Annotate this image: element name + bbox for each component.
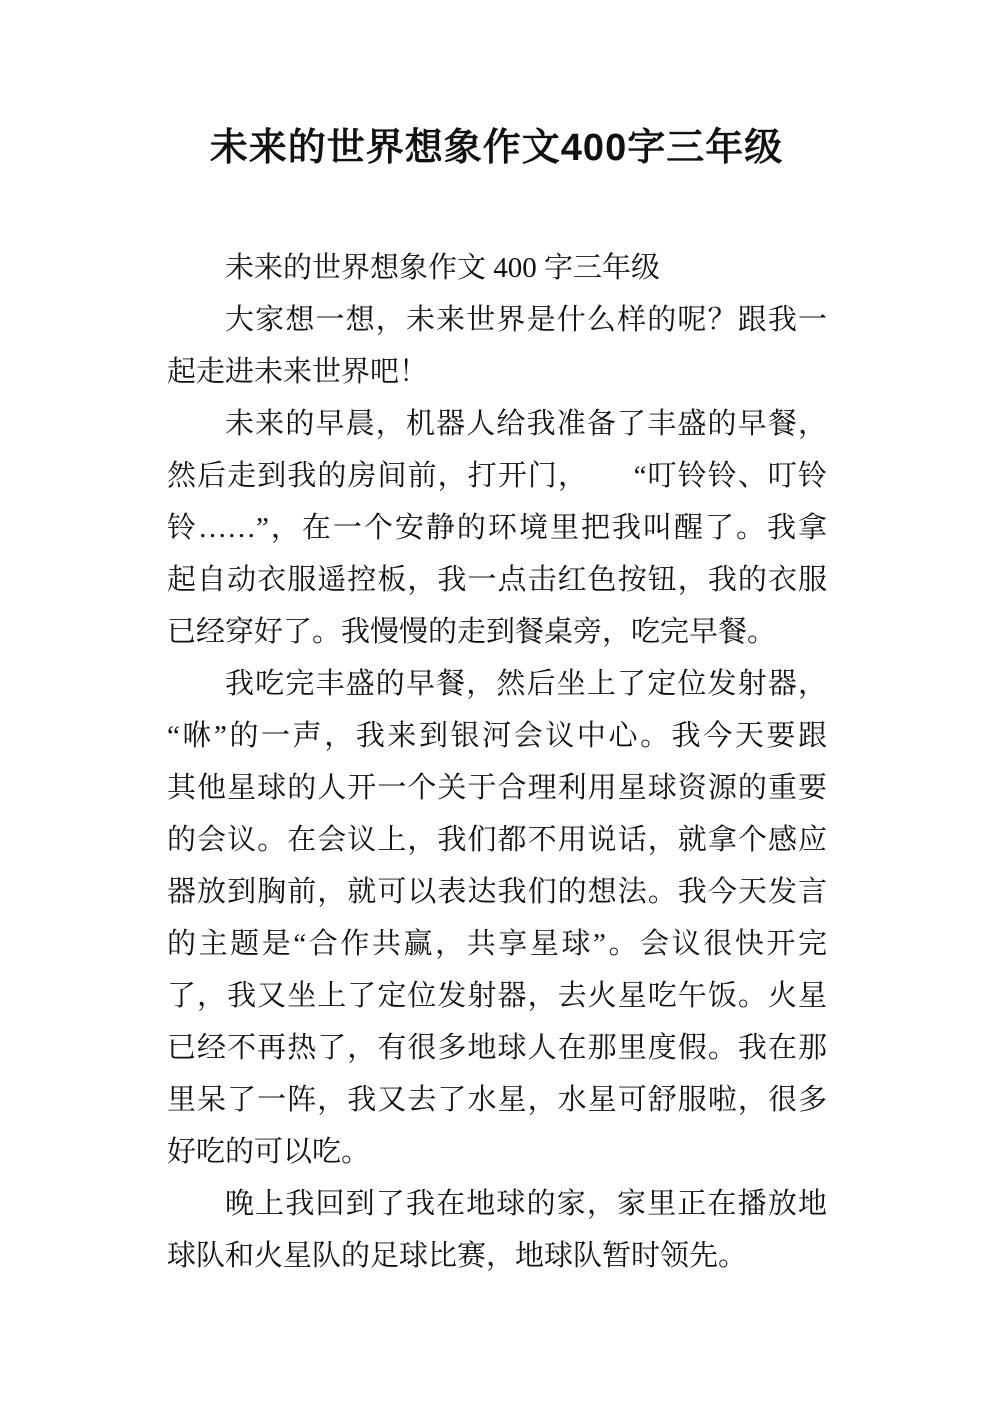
text-line: 我吃完丰盛的早餐，然后坐上了定位发射器，: [225, 668, 827, 700]
text-line: 已经穿好了。我慢慢的走到餐桌旁，吃完早餐。: [167, 616, 777, 648]
text-line: 铃……”，在一个安静的环境里把我叫醒了。我拿: [167, 512, 827, 544]
text-line: 起走进未来世界吧！: [167, 356, 429, 388]
text-line: 器放到胸前，就可以表达我们的想法。我今天发言: [167, 876, 827, 908]
document-body: [167, 242, 827, 1282]
text-line: 未来的早晨，机器人给我准备了丰盛的早餐，: [225, 408, 827, 440]
text-line: 球队和火星队的足球比赛，地球队暂时领先。: [167, 1240, 748, 1272]
paragraph: [167, 658, 827, 1178]
paragraph: [167, 398, 827, 658]
text-line: 的主题是“合作共赢，共享星球”。会议很快开完: [167, 928, 827, 960]
text-line: 好吃的可以吃。: [167, 1136, 371, 1168]
document-title: 未来的世界想象作文400字三年级: [209, 127, 784, 169]
text-line: 了，我又坐上了定位发射器，去火星吃午饭。火星: [167, 980, 827, 1012]
text-line: 大家想一想，未来世界是什么样的呢？跟我一: [225, 304, 827, 336]
text-line: 的会议。在会议上，我们都不用说话，就拿个感应: [167, 824, 827, 856]
text-line: 已经不再热了，有很多地球人在那里度假。我在那: [167, 1032, 827, 1064]
text-line: 未来的世界想象作文 400 字三年级: [225, 252, 661, 284]
paragraph: [167, 294, 827, 398]
paragraph: [167, 242, 827, 294]
text-line: 然后走到我的房间前，打开门， “叮铃铃、叮铃: [167, 460, 827, 492]
text-line: 起自动衣服遥控板，我一点击红色按钮，我的衣服: [167, 564, 827, 596]
text-line: “咻”的一声，我来到银河会议中心。我今天要跟: [167, 720, 827, 752]
paragraph: [167, 1178, 827, 1282]
text-line: 其他星球的人开一个关于合理利用星球资源的重要: [167, 772, 827, 804]
text-line: 里呆了一阵，我又去了水星，水星可舒服啦，很多: [167, 1084, 827, 1116]
text-line: 晚上我回到了我在地球的家，家里正在播放地: [225, 1188, 827, 1220]
